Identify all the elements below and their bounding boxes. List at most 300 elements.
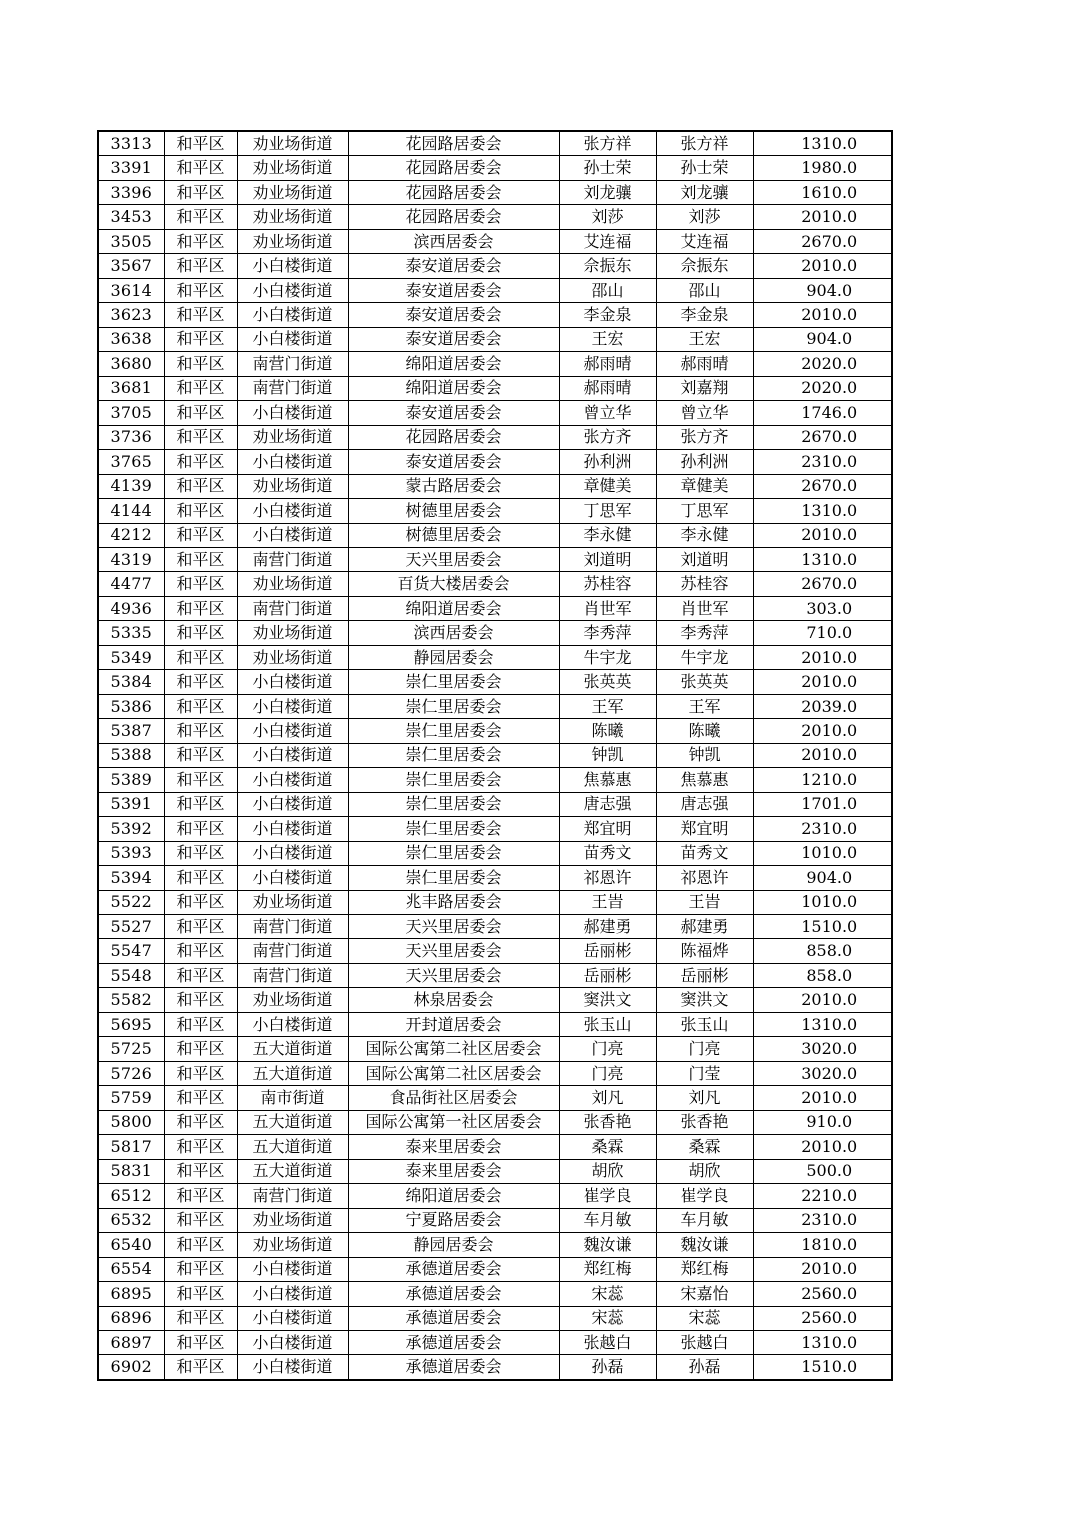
record-id-cell: 3391 — [98, 156, 164, 180]
recipient-cell: 岳丽彬 — [656, 963, 753, 987]
table-row — [98, 792, 892, 816]
amount-cell: 2010.0 — [753, 743, 892, 767]
amount-cell: 2039.0 — [753, 694, 892, 718]
district-cell: 和平区 — [164, 768, 237, 792]
district-cell: 和平区 — [164, 450, 237, 474]
applicant-cell: 岳丽彬 — [559, 963, 656, 987]
district-cell: 和平区 — [164, 866, 237, 890]
record-id-cell: 5388 — [98, 743, 164, 767]
street-cell: 小白楼街道 — [237, 499, 348, 523]
table-row — [98, 866, 892, 890]
street-cell: 劝业场街道 — [237, 180, 348, 204]
applicant-cell: 唐志强 — [559, 792, 656, 816]
record-id-cell: 4212 — [98, 523, 164, 547]
district-cell: 和平区 — [164, 229, 237, 253]
street-cell: 小白楼街道 — [237, 254, 348, 278]
applicant-cell: 刘龙骧 — [559, 180, 656, 204]
district-cell: 和平区 — [164, 523, 237, 547]
street-cell: 五大道街道 — [237, 1110, 348, 1134]
amount-cell: 1310.0 — [753, 1012, 892, 1036]
recipient-cell: 郑宜明 — [656, 817, 753, 841]
amount-cell: 2010.0 — [753, 1257, 892, 1281]
district-cell: 和平区 — [164, 1257, 237, 1281]
amount-cell: 1746.0 — [753, 401, 892, 425]
recipient-cell: 门莹 — [656, 1061, 753, 1085]
committee-cell: 承德道居委会 — [348, 1306, 559, 1330]
table-row — [98, 915, 892, 939]
table-row — [98, 1110, 892, 1134]
applicant-cell: 张英英 — [559, 670, 656, 694]
committee-cell: 泰安道居委会 — [348, 401, 559, 425]
committee-cell: 开封道居委会 — [348, 1012, 559, 1036]
applicant-cell: 孙利洲 — [559, 450, 656, 474]
recipient-cell: 张香艳 — [656, 1110, 753, 1134]
street-cell: 南营门街道 — [237, 596, 348, 620]
table-row — [98, 205, 892, 229]
record-id-cell: 3396 — [98, 180, 164, 204]
table-row — [98, 1282, 892, 1306]
recipient-cell: 唐志强 — [656, 792, 753, 816]
committee-cell: 崇仁里居委会 — [348, 719, 559, 743]
district-cell: 和平区 — [164, 572, 237, 596]
amount-cell: 1510.0 — [753, 1355, 892, 1380]
street-cell: 南营门街道 — [237, 963, 348, 987]
street-cell: 小白楼街道 — [237, 327, 348, 351]
amount-cell: 3020.0 — [753, 1037, 892, 1061]
record-id-cell: 5759 — [98, 1086, 164, 1110]
record-id-cell: 6554 — [98, 1257, 164, 1281]
table-row — [98, 1355, 892, 1380]
committee-cell: 树德里居委会 — [348, 523, 559, 547]
committee-cell: 树德里居委会 — [348, 499, 559, 523]
street-cell: 五大道街道 — [237, 1061, 348, 1085]
committee-cell: 天兴里居委会 — [348, 915, 559, 939]
district-cell: 和平区 — [164, 963, 237, 987]
amount-cell: 904.0 — [753, 278, 892, 302]
record-id-cell: 5393 — [98, 841, 164, 865]
recipient-cell: 魏汝谦 — [656, 1233, 753, 1257]
street-cell: 小白楼街道 — [237, 670, 348, 694]
district-cell: 和平区 — [164, 352, 237, 376]
district-cell: 和平区 — [164, 596, 237, 620]
committee-cell: 崇仁里居委会 — [348, 841, 559, 865]
recipient-cell: 艾连福 — [656, 229, 753, 253]
applicant-cell: 李永健 — [559, 523, 656, 547]
committee-cell: 花园路居委会 — [348, 180, 559, 204]
amount-cell: 2670.0 — [753, 229, 892, 253]
street-cell: 劝业场街道 — [237, 572, 348, 596]
amount-cell: 2310.0 — [753, 450, 892, 474]
table-row — [98, 1086, 892, 1110]
recipient-cell: 刘莎 — [656, 205, 753, 229]
district-cell: 和平区 — [164, 376, 237, 400]
applicant-cell: 章健美 — [559, 474, 656, 498]
street-cell: 南营门街道 — [237, 376, 348, 400]
street-cell: 小白楼街道 — [237, 303, 348, 327]
street-cell: 南营门街道 — [237, 352, 348, 376]
amount-cell: 858.0 — [753, 939, 892, 963]
committee-cell: 国际公寓第一社区居委会 — [348, 1110, 559, 1134]
applicant-cell: 佘振东 — [559, 254, 656, 278]
street-cell: 南营门街道 — [237, 547, 348, 571]
committee-cell: 承德道居委会 — [348, 1330, 559, 1354]
record-id-cell: 5389 — [98, 768, 164, 792]
applicant-cell: 桑霖 — [559, 1135, 656, 1159]
committee-cell: 绵阳道居委会 — [348, 352, 559, 376]
amount-cell: 2010.0 — [753, 205, 892, 229]
record-id-cell: 6902 — [98, 1355, 164, 1380]
district-cell: 和平区 — [164, 645, 237, 669]
street-cell: 小白楼街道 — [237, 1355, 348, 1380]
applicant-cell: 孙士荣 — [559, 156, 656, 180]
recipient-cell: 肖世军 — [656, 596, 753, 620]
committee-cell: 泰来里居委会 — [348, 1159, 559, 1183]
committee-cell: 花园路居委会 — [348, 205, 559, 229]
recipient-cell: 孙磊 — [656, 1355, 753, 1380]
amount-cell: 1310.0 — [753, 499, 892, 523]
committee-cell: 绵阳道居委会 — [348, 1184, 559, 1208]
street-cell: 劝业场街道 — [237, 156, 348, 180]
amount-cell: 2670.0 — [753, 425, 892, 449]
committee-cell: 崇仁里居委会 — [348, 694, 559, 718]
recipient-cell: 李秀萍 — [656, 621, 753, 645]
district-cell: 和平区 — [164, 1159, 237, 1183]
street-cell: 小白楼街道 — [237, 1282, 348, 1306]
applicant-cell: 刘凡 — [559, 1086, 656, 1110]
table-row — [98, 817, 892, 841]
district-cell: 和平区 — [164, 915, 237, 939]
amount-cell: 1310.0 — [753, 547, 892, 571]
applicant-cell: 张方祥 — [559, 131, 656, 156]
committee-cell: 泰安道居委会 — [348, 450, 559, 474]
record-id-cell: 5349 — [98, 645, 164, 669]
committee-cell: 宁夏路居委会 — [348, 1208, 559, 1232]
district-cell: 和平区 — [164, 474, 237, 498]
table-row — [98, 841, 892, 865]
street-cell: 小白楼街道 — [237, 719, 348, 743]
district-cell: 和平区 — [164, 278, 237, 302]
district-cell: 和平区 — [164, 131, 237, 156]
record-id-cell: 3614 — [98, 278, 164, 302]
committee-cell: 天兴里居委会 — [348, 547, 559, 571]
amount-cell: 1810.0 — [753, 1233, 892, 1257]
table-row — [98, 768, 892, 792]
record-id-cell: 5392 — [98, 817, 164, 841]
applicant-cell: 胡欣 — [559, 1159, 656, 1183]
recipient-cell: 孙士荣 — [656, 156, 753, 180]
amount-cell: 2010.0 — [753, 645, 892, 669]
amount-cell: 2010.0 — [753, 719, 892, 743]
table-row — [98, 572, 892, 596]
recipient-cell: 钟凯 — [656, 743, 753, 767]
table-row — [98, 1306, 892, 1330]
record-id-cell: 4144 — [98, 499, 164, 523]
district-cell: 和平区 — [164, 817, 237, 841]
amount-cell: 2670.0 — [753, 572, 892, 596]
records-table — [97, 130, 893, 1381]
applicant-cell: 牛宇龙 — [559, 645, 656, 669]
record-id-cell: 4139 — [98, 474, 164, 498]
street-cell: 劝业场街道 — [237, 474, 348, 498]
district-cell: 和平区 — [164, 303, 237, 327]
recipient-cell: 车月敏 — [656, 1208, 753, 1232]
applicant-cell: 钟凯 — [559, 743, 656, 767]
table-row — [98, 1159, 892, 1183]
table-row — [98, 327, 892, 351]
recipient-cell: 陈福烨 — [656, 939, 753, 963]
street-cell: 小白楼街道 — [237, 450, 348, 474]
record-id-cell: 4319 — [98, 547, 164, 571]
district-cell: 和平区 — [164, 205, 237, 229]
applicant-cell: 崔学良 — [559, 1184, 656, 1208]
applicant-cell: 陈曦 — [559, 719, 656, 743]
applicant-cell: 王军 — [559, 694, 656, 718]
street-cell: 劝业场街道 — [237, 425, 348, 449]
applicant-cell: 宋蕊 — [559, 1306, 656, 1330]
applicant-cell: 张玉山 — [559, 1012, 656, 1036]
recipient-cell: 焦慕惠 — [656, 768, 753, 792]
recipient-cell: 张玉山 — [656, 1012, 753, 1036]
table-row — [98, 547, 892, 571]
committee-cell: 崇仁里居委会 — [348, 817, 559, 841]
applicant-cell: 窦洪文 — [559, 988, 656, 1012]
record-id-cell: 3765 — [98, 450, 164, 474]
committee-cell: 泰安道居委会 — [348, 254, 559, 278]
street-cell: 南营门街道 — [237, 1184, 348, 1208]
street-cell: 小白楼街道 — [237, 1306, 348, 1330]
district-cell: 和平区 — [164, 1330, 237, 1354]
record-id-cell: 4936 — [98, 596, 164, 620]
committee-cell: 绵阳道居委会 — [348, 596, 559, 620]
table-row — [98, 1012, 892, 1036]
amount-cell: 1510.0 — [753, 915, 892, 939]
record-id-cell: 5725 — [98, 1037, 164, 1061]
record-id-cell: 4477 — [98, 572, 164, 596]
street-cell: 小白楼街道 — [237, 1257, 348, 1281]
record-id-cell: 3313 — [98, 131, 164, 156]
street-cell: 小白楼街道 — [237, 792, 348, 816]
applicant-cell: 王旹 — [559, 890, 656, 914]
street-cell: 南营门街道 — [237, 939, 348, 963]
recipient-cell: 窦洪文 — [656, 988, 753, 1012]
street-cell: 五大道街道 — [237, 1037, 348, 1061]
table-row — [98, 474, 892, 498]
record-id-cell: 6896 — [98, 1306, 164, 1330]
table-row — [98, 229, 892, 253]
district-cell: 和平区 — [164, 327, 237, 351]
applicant-cell: 孙磊 — [559, 1355, 656, 1380]
recipient-cell: 刘道明 — [656, 547, 753, 571]
recipient-cell: 郑红梅 — [656, 1257, 753, 1281]
record-id-cell: 3505 — [98, 229, 164, 253]
committee-cell: 蒙古路居委会 — [348, 474, 559, 498]
street-cell: 小白楼街道 — [237, 694, 348, 718]
amount-cell: 3020.0 — [753, 1061, 892, 1085]
table-row — [98, 1208, 892, 1232]
street-cell: 小白楼街道 — [237, 1330, 348, 1354]
recipient-cell: 牛宇龙 — [656, 645, 753, 669]
table-row — [98, 1330, 892, 1354]
record-id-cell: 3681 — [98, 376, 164, 400]
committee-cell: 承德道居委会 — [348, 1355, 559, 1380]
committee-cell: 花园路居委会 — [348, 131, 559, 156]
record-id-cell: 6532 — [98, 1208, 164, 1232]
street-cell: 南营门街道 — [237, 915, 348, 939]
recipient-cell: 门亮 — [656, 1037, 753, 1061]
district-cell: 和平区 — [164, 792, 237, 816]
record-id-cell: 6540 — [98, 1233, 164, 1257]
record-id-cell: 5384 — [98, 670, 164, 694]
table-row — [98, 278, 892, 302]
committee-cell: 国际公寓第二社区居委会 — [348, 1037, 559, 1061]
recipient-cell: 刘嘉翔 — [656, 376, 753, 400]
record-id-cell: 5817 — [98, 1135, 164, 1159]
recipient-cell: 刘凡 — [656, 1086, 753, 1110]
district-cell: 和平区 — [164, 1184, 237, 1208]
table-body — [98, 131, 892, 1380]
committee-cell: 百货大楼居委会 — [348, 572, 559, 596]
committee-cell: 国际公寓第二社区居委会 — [348, 1061, 559, 1085]
street-cell: 劝业场街道 — [237, 621, 348, 645]
table-row — [98, 1135, 892, 1159]
record-id-cell: 5387 — [98, 719, 164, 743]
district-cell: 和平区 — [164, 401, 237, 425]
table-row — [98, 963, 892, 987]
recipient-cell: 郝建勇 — [656, 915, 753, 939]
street-cell: 小白楼街道 — [237, 401, 348, 425]
street-cell: 小白楼街道 — [237, 743, 348, 767]
amount-cell: 2010.0 — [753, 523, 892, 547]
amount-cell: 2560.0 — [753, 1306, 892, 1330]
applicant-cell: 门亮 — [559, 1037, 656, 1061]
applicant-cell: 艾连福 — [559, 229, 656, 253]
applicant-cell: 郝雨晴 — [559, 352, 656, 376]
amount-cell: 2310.0 — [753, 817, 892, 841]
recipient-cell: 王宏 — [656, 327, 753, 351]
table-row — [98, 1061, 892, 1085]
recipient-cell: 李永健 — [656, 523, 753, 547]
applicant-cell: 门亮 — [559, 1061, 656, 1085]
amount-cell: 2010.0 — [753, 1086, 892, 1110]
amount-cell: 710.0 — [753, 621, 892, 645]
street-cell: 劝业场街道 — [237, 205, 348, 229]
committee-cell: 静园居委会 — [348, 645, 559, 669]
committee-cell: 崇仁里居委会 — [348, 743, 559, 767]
district-cell: 和平区 — [164, 939, 237, 963]
street-cell: 小白楼街道 — [237, 523, 348, 547]
amount-cell: 1980.0 — [753, 156, 892, 180]
district-cell: 和平区 — [164, 1086, 237, 1110]
street-cell: 南市街道 — [237, 1086, 348, 1110]
record-id-cell: 5394 — [98, 866, 164, 890]
applicant-cell: 焦慕惠 — [559, 768, 656, 792]
district-cell: 和平区 — [164, 1233, 237, 1257]
committee-cell: 泰安道居委会 — [348, 278, 559, 302]
recipient-cell: 张越白 — [656, 1330, 753, 1354]
amount-cell: 2010.0 — [753, 303, 892, 327]
recipient-cell: 曾立华 — [656, 401, 753, 425]
recipient-cell: 苏桂容 — [656, 572, 753, 596]
applicant-cell: 车月敏 — [559, 1208, 656, 1232]
district-cell: 和平区 — [164, 1037, 237, 1061]
table-row — [98, 499, 892, 523]
recipient-cell: 王旹 — [656, 890, 753, 914]
street-cell: 小白楼街道 — [237, 866, 348, 890]
table-row — [98, 1233, 892, 1257]
applicant-cell: 王宏 — [559, 327, 656, 351]
applicant-cell: 宋蕊 — [559, 1282, 656, 1306]
record-id-cell: 6897 — [98, 1330, 164, 1354]
amount-cell: 858.0 — [753, 963, 892, 987]
applicant-cell: 魏汝谦 — [559, 1233, 656, 1257]
table-row — [98, 988, 892, 1012]
recipient-cell: 苗秀文 — [656, 841, 753, 865]
committee-cell: 花园路居委会 — [348, 425, 559, 449]
table-row — [98, 1184, 892, 1208]
amount-cell: 500.0 — [753, 1159, 892, 1183]
amount-cell: 2560.0 — [753, 1282, 892, 1306]
recipient-cell: 郝雨晴 — [656, 352, 753, 376]
recipient-cell: 刘龙骧 — [656, 180, 753, 204]
record-id-cell: 3567 — [98, 254, 164, 278]
applicant-cell: 郑宜明 — [559, 817, 656, 841]
district-cell: 和平区 — [164, 1282, 237, 1306]
committee-cell: 花园路居委会 — [348, 156, 559, 180]
amount-cell: 2010.0 — [753, 670, 892, 694]
table-row — [98, 1257, 892, 1281]
street-cell: 小白楼街道 — [237, 817, 348, 841]
record-id-cell: 5335 — [98, 621, 164, 645]
committee-cell: 承德道居委会 — [348, 1257, 559, 1281]
recipient-cell: 祁恩许 — [656, 866, 753, 890]
district-cell: 和平区 — [164, 1306, 237, 1330]
record-id-cell: 5547 — [98, 939, 164, 963]
record-id-cell: 5522 — [98, 890, 164, 914]
applicant-cell: 曾立华 — [559, 401, 656, 425]
applicant-cell: 张香艳 — [559, 1110, 656, 1134]
street-cell: 五大道街道 — [237, 1159, 348, 1183]
district-cell: 和平区 — [164, 1135, 237, 1159]
table-row — [98, 401, 892, 425]
recipient-cell: 王军 — [656, 694, 753, 718]
amount-cell: 904.0 — [753, 866, 892, 890]
table-row — [98, 523, 892, 547]
applicant-cell: 刘道明 — [559, 547, 656, 571]
table-row — [98, 890, 892, 914]
applicant-cell: 李秀萍 — [559, 621, 656, 645]
street-cell: 劝业场街道 — [237, 645, 348, 669]
district-cell: 和平区 — [164, 743, 237, 767]
recipient-cell: 崔学良 — [656, 1184, 753, 1208]
district-cell: 和平区 — [164, 1110, 237, 1134]
table-row — [98, 352, 892, 376]
table-row — [98, 425, 892, 449]
record-id-cell: 3705 — [98, 401, 164, 425]
record-id-cell: 5726 — [98, 1061, 164, 1085]
committee-cell: 静园居委会 — [348, 1233, 559, 1257]
committee-cell: 滨西居委会 — [348, 621, 559, 645]
recipient-cell: 邵山 — [656, 278, 753, 302]
applicant-cell: 刘莎 — [559, 205, 656, 229]
record-id-cell: 3680 — [98, 352, 164, 376]
record-id-cell: 6895 — [98, 1282, 164, 1306]
street-cell: 劝业场街道 — [237, 988, 348, 1012]
applicant-cell: 郑红梅 — [559, 1257, 656, 1281]
street-cell: 小白楼街道 — [237, 1012, 348, 1036]
committee-cell: 食品街社区居委会 — [348, 1086, 559, 1110]
recipient-cell: 陈曦 — [656, 719, 753, 743]
district-cell: 和平区 — [164, 180, 237, 204]
